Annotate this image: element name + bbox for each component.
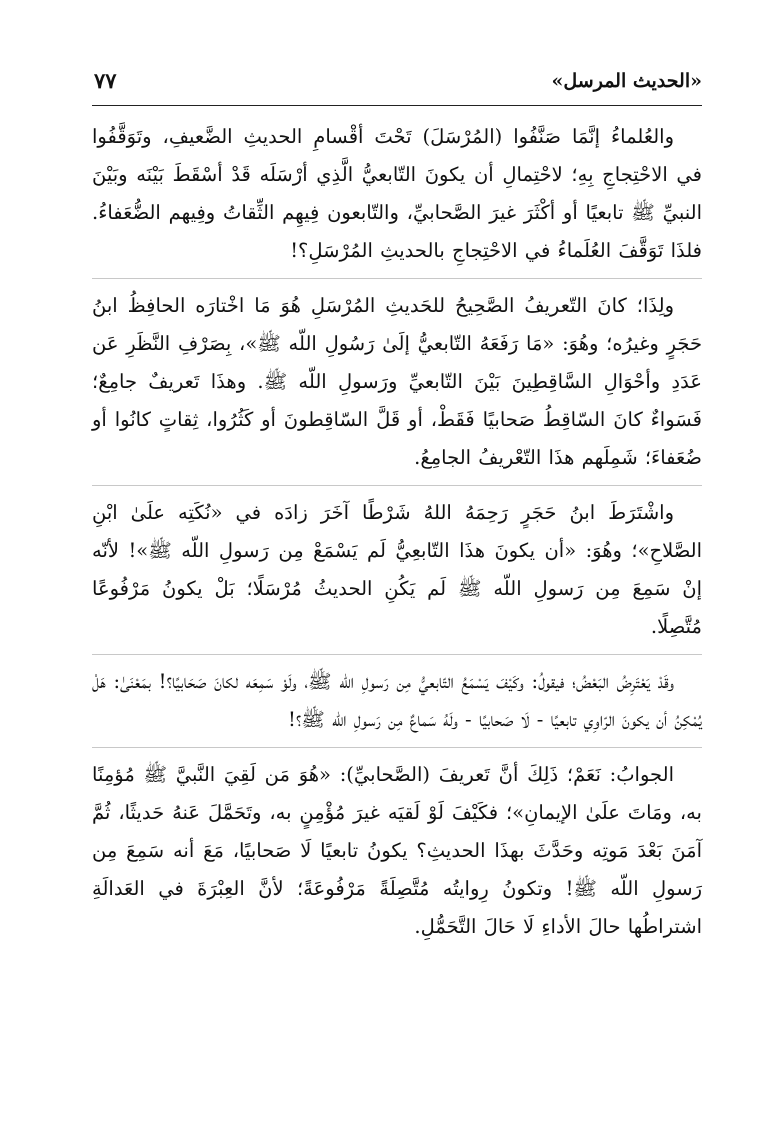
page-number: ٧٧ [94,68,117,93]
paragraph-2: ولِذَا؛ كانَ التّعريفُ الصَّحِيحُ للحَديثِ المُرْسَلِ هُوَ مَا اخْتارَه الحافِظُ ابنُ حَجَرٍ وغيرُه؛ وهُوَ: «مَا رَفَعَهُ التّابعيُّ إلَىٰ رَسُولِ اللّه ﷺ»، بِصَرْفِ النَّظَرِ عَن عَدَدِ وأحْوَالِ السَّاقِطِينَ بَيْنَ التّابعيِّ ورَسولِ اللّه ﷺ. وهذَا تَعريفٌ جامِعٌ؛ فَسَواءٌ كانَ السّاقِطُ صَحابيًا فَقَطْ، أو قَلَّ السّاقِطونَ أو كَثُرُوا، ثِقاتٍ كانُوا أو ضُعَفاءَ؛ شَمِلَهم هذَا التّعْريفُ الجامِعُ. [92,294,702,469]
paragraph-divider [92,747,702,748]
running-title: «الحديث المرسل» [551,70,702,92]
paragraph-divider [92,278,702,279]
page-body [92,118,702,946]
paragraph-divider [92,654,702,655]
header-rule [92,105,702,106]
paragraph-3: واشْتَرَطَ ابنُ حَجَرٍ رَحِمَهُ اللهُ شَرْطًا آخَرَ زادَه في «نُكَتِه علَىٰ ابْنِ الصَّلاحِ»؛ وهُوَ: «أن يكونَ هذَا التّابعِيُّ لَم يَسْمَعْ مِن رَسولِ اللّه ﷺ»! لأنّه إنْ سَمِعَ مِن رَسولِ اللّه ﷺ لَم يَكُنِ الحديثُ مُرْسَلًا؛ بَلْ يكونُ مَرْفُوعًا مُتَّصِلًا. [92,501,702,638]
paragraph-divider [92,485,702,486]
paragraph-1: والعُلماءُ إنَّمَا صَنَّفُوا (المُرْسَلَ) تَحْتَ أقْسامِ الحديثِ الضَّعيفِ، وتَوَقَّفُوا في الاحْتِجاجِ بِهِ؛ لاحْتِمالِ أن يكونَ التّابعيُّ الَّذِي أرْسَلَه قَدْ أسْقَطَ بَيْنَه وبَيْنَ النبيِّ ﷺ تابعيًا أو أكْثَرَ غيرَ الصَّحابيِّ، والتّابعون فِيهِم الثِّقاتُ وفِيهم الضُّعَفاءُ. فلذَا تَوَقَّفَ العُلَماءُ في الاحْتِجاجِ بالحديثِ المُرْسَلِ؟! [92,125,702,262]
page-header [92,66,702,100]
paragraph-4: وقَدْ يَعْتَرِضُ البَعْضُ؛ فيقولُ: وكَيْفَ يَسْمَعُ التّابعيُّ مِن رَسولِ اللّه ﷺ، ولَوْ سَمِعَه لكانَ صَحَابيًا؟! بمَعْنَىٰ: هَلْ يُمْكِنُ أن يكونَ الرّاوِي تابعيًا - لَا صَحابيًا - ولَهُ سَماعٌ مِن رَسولِ اللّه ﷺ؟! [92,670,702,731]
paragraph-5: الجوابُ: نَعَمْ؛ ذَلِكَ أنَّ تَعريفَ (الصَّحابيِّ): «هُوَ مَن لَقِيَ النَّبيَّ ﷺ مُؤمِنًا به، ومَاتَ علَىٰ الإيمانِ»؛ فكَيْفَ لَوْ لَقيَه غيرَ مُؤْمِنٍ به، وتَحَمَّلَ عَنهُ حَديثًا، ثُمَّ آمَنَ بَعْدَ مَوتِه وحَدَّثَ بهذَا الحديثِ؟ يكونُ تابعيًا لَا صَحابيًا، مَعَ أنه سَمِعَ مِن رَسولِ اللّه ﷺ! وتكونُ رِوايتُه مُتَّصِلَةً مَرْفُوعَةً؛ لأنَّ العِبْرَةَ في العَدالَةِ اشتراطُها حالَ الأداءِ لَا حَالَ التَّحَمُّلِ. [92,763,702,938]
